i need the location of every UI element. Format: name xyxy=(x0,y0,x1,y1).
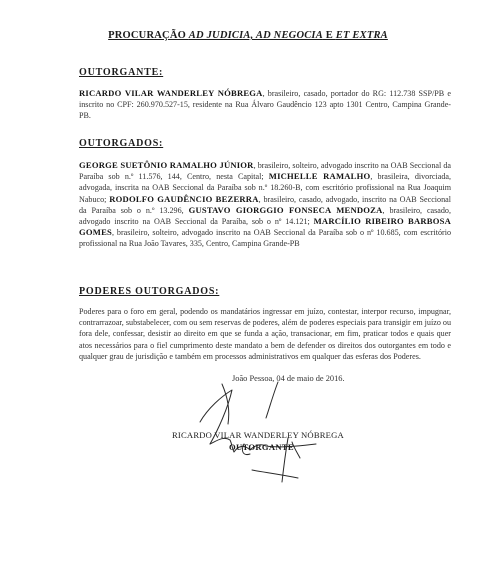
grantee-3-name: RODOLFO GAUDÊNCIO BEZERRA xyxy=(109,193,259,204)
grantee-4-details: , brasileiro, casado, advogado inscrito na OAB Seccional da Paraíba, sob o nº 14.121; xyxy=(79,205,451,227)
grantees-heading: OUTORGADOS: xyxy=(79,138,164,149)
grantor-paragraph xyxy=(79,88,451,122)
grantee-2-name: MICHELLE RAMALHO xyxy=(268,171,371,182)
grantee-3-details: , brasileiro, casado, advogado, inscrito na OAB Seccional da Paraíba sob o n.º 13.296, xyxy=(79,194,451,215)
grantee-4-name: GUSTAVO GIORGGIO FONSECA MENDOZA xyxy=(188,204,383,215)
grantees-paragraph xyxy=(79,160,451,250)
powers-paragraph: Poderes para o foro em geral, podendo os mandatários ingressar em juízo, contestar, interpor recurso, impugnar, contrarrazoar, substabelecer, com ou sem reservas de poderes, além de poderes especiais para transigir em juízo ou fora dele, confessar, desistir ao direito em que se funda a ação, transacionar, em fim, praticar todos e quais quer atos necessários para o fiel cumprimento deste mandato a bem de defender os direitos dos outorgantes em todo e qualquer grau de jurisdição e também em processos administrativos em qualquer das esferas dos Poderes. xyxy=(79,307,451,361)
signer-name: RICARDO VILAR WANDERLEY NÓBREGA xyxy=(172,430,344,440)
signing-date: João Pessoa, 04 de maio de 2016. xyxy=(232,374,345,383)
grantee-5-name: MARCÍLIO RIBEIRO BARBOSA GOMES xyxy=(79,216,451,238)
powers-heading: PODERES OUTORGADOS: xyxy=(79,286,220,297)
grantor-heading: OUTORGANTE: xyxy=(79,67,164,78)
signer-role: OUTORGANTE xyxy=(229,442,294,452)
grantee-5-details: , brasileiro, solteiro, advogado inscrito na OAB Seccional da Paraíba sob o nº 10.685, com escritório profissional na Rua João Tavares, 335, Centro, Campina Grande-PB xyxy=(79,228,451,249)
grantee-2-details: , brasileira, divorciada, advogada, inscrita na OAB Seccional da Paraíba sob n.º 18.260-B, com escritório profissional na Rua Joaquim Nabuco; xyxy=(79,172,452,204)
document-title: PROCURAÇÃO AD JUDICIA, AD NEGOCIA E ET EXTRA xyxy=(108,30,388,41)
grantor-details: , brasileiro, casado, portador do RG: 112.738 SSP/PB e inscrito no CPF: 260.970.527-15, residente na Rua Álvaro Gaudêncio 123 apto 1301 Centro, Campina Grande-PB. xyxy=(79,89,451,121)
grantee-1-name: GEORGE SUETÔNIO RAMALHO JÚNIOR xyxy=(79,160,254,170)
grantee-1-details: , brasileiro, solteiro, advogado inscrito na OAB Seccional da Paraíba sob n.º 11.576, 144, Centro, nesta Capital; xyxy=(79,161,451,182)
grantor-name: RICARDO VILAR WANDERLEY NÓBREGA xyxy=(79,88,263,98)
